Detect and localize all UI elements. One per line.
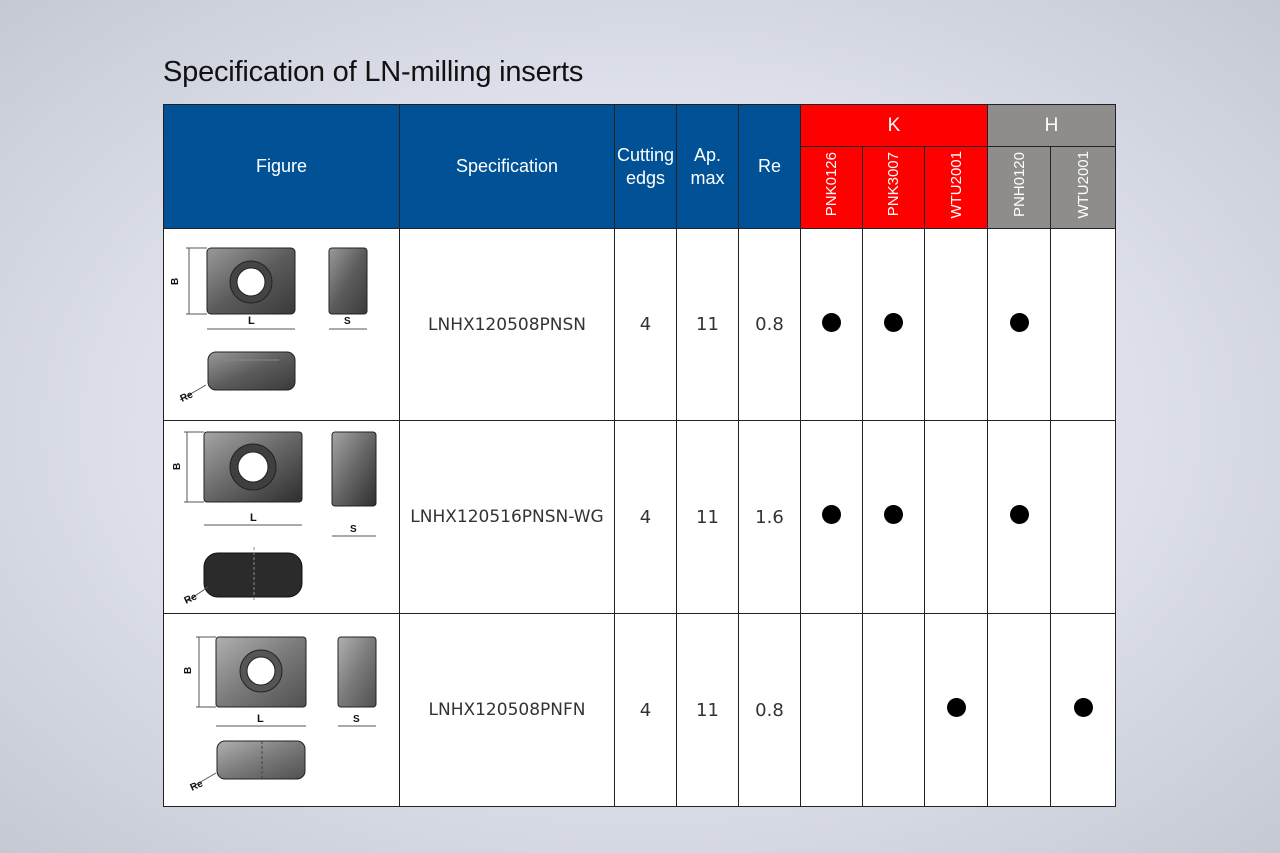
label-b: B	[170, 277, 181, 285]
insert-figure	[164, 421, 400, 614]
grade-cell	[925, 614, 988, 807]
insert-drawing	[164, 422, 398, 613]
label-s: S	[344, 315, 351, 327]
grade-cell	[863, 614, 925, 807]
ap-max-cell: 11	[677, 421, 739, 614]
re-cell: 0.8	[739, 229, 801, 421]
cutting-edges-cell: 4	[615, 229, 677, 421]
header-grade-pnk0126	[801, 147, 863, 229]
grade-label: WTU2001	[1074, 150, 1092, 219]
availability-dot	[822, 505, 841, 524]
header-ap-max-label: Ap. max	[690, 144, 725, 188]
label-re: Re	[182, 590, 199, 607]
grade-cell	[925, 421, 988, 614]
grade-cell	[1051, 229, 1116, 421]
grade-cell	[988, 421, 1051, 614]
availability-dot	[947, 698, 966, 717]
label-l: L	[250, 511, 257, 524]
grade-cell	[925, 229, 988, 421]
grade-cell	[1051, 421, 1116, 614]
grade-label: PNK3007	[885, 152, 902, 217]
label-b: B	[172, 462, 183, 470]
spec-cell: LNHX120508PNFN	[400, 614, 615, 807]
header-re: Re	[739, 105, 801, 229]
grade-cell	[801, 421, 863, 614]
label-s: S	[353, 713, 360, 725]
grade-cell	[801, 614, 863, 807]
header-ap-max	[677, 105, 739, 229]
label-b: B	[183, 666, 194, 674]
availability-dot	[1010, 313, 1029, 332]
grade-cell	[863, 229, 925, 421]
availability-dot	[822, 313, 841, 332]
insert-drawing	[164, 615, 398, 806]
header-cutting-edges	[615, 105, 677, 229]
grade-label: PNH0120	[1010, 151, 1028, 218]
grade-cell	[1051, 614, 1116, 807]
grade-cell	[863, 421, 925, 614]
spec-table	[163, 104, 1116, 807]
insert-figure	[164, 614, 400, 807]
header-grade-pnk3007	[863, 147, 925, 229]
insert-figure	[164, 229, 400, 421]
re-cell: 0.8	[739, 614, 801, 807]
grade-label: PNK0126	[823, 152, 840, 217]
ap-max-cell: 11	[677, 614, 739, 807]
label-re: Re	[178, 388, 195, 405]
grade-cell	[988, 614, 1051, 807]
table-row	[164, 421, 1116, 614]
re-cell: 1.6	[739, 421, 801, 614]
header-group-k: K	[801, 105, 988, 147]
label-l: L	[248, 314, 255, 327]
grade-label: WTU2001	[947, 150, 965, 219]
header-group-h: H	[988, 105, 1116, 147]
spec-cell: LNHX120508PNSN	[400, 229, 615, 421]
page-title: Specification of LN-milling inserts	[163, 56, 584, 88]
spec-cell: LNHX120516PNSN-WG	[400, 421, 615, 614]
grade-cell	[801, 229, 863, 421]
header-grade-pnh0120	[988, 147, 1051, 229]
cutting-edges-cell: 4	[615, 614, 677, 807]
header-grade-wtu2001-k	[925, 147, 988, 229]
table-row	[164, 229, 1116, 421]
ap-max-cell: 11	[677, 229, 739, 421]
header-grade-wtu2001-h	[1051, 147, 1116, 229]
availability-dot	[1074, 698, 1093, 717]
header-cutting-edges-label: Cutting edgs	[616, 144, 675, 188]
availability-dot	[1010, 505, 1029, 524]
availability-dot	[884, 505, 903, 524]
label-l: L	[257, 712, 264, 725]
insert-drawing	[164, 230, 398, 420]
cutting-edges-cell: 4	[615, 421, 677, 614]
label-re: Re	[188, 777, 205, 794]
grade-cell	[988, 229, 1051, 421]
header-figure: Figure	[164, 105, 400, 229]
header-specification: Specification	[400, 105, 615, 229]
availability-dot	[884, 313, 903, 332]
label-s: S	[350, 523, 357, 535]
table-row	[164, 614, 1116, 807]
